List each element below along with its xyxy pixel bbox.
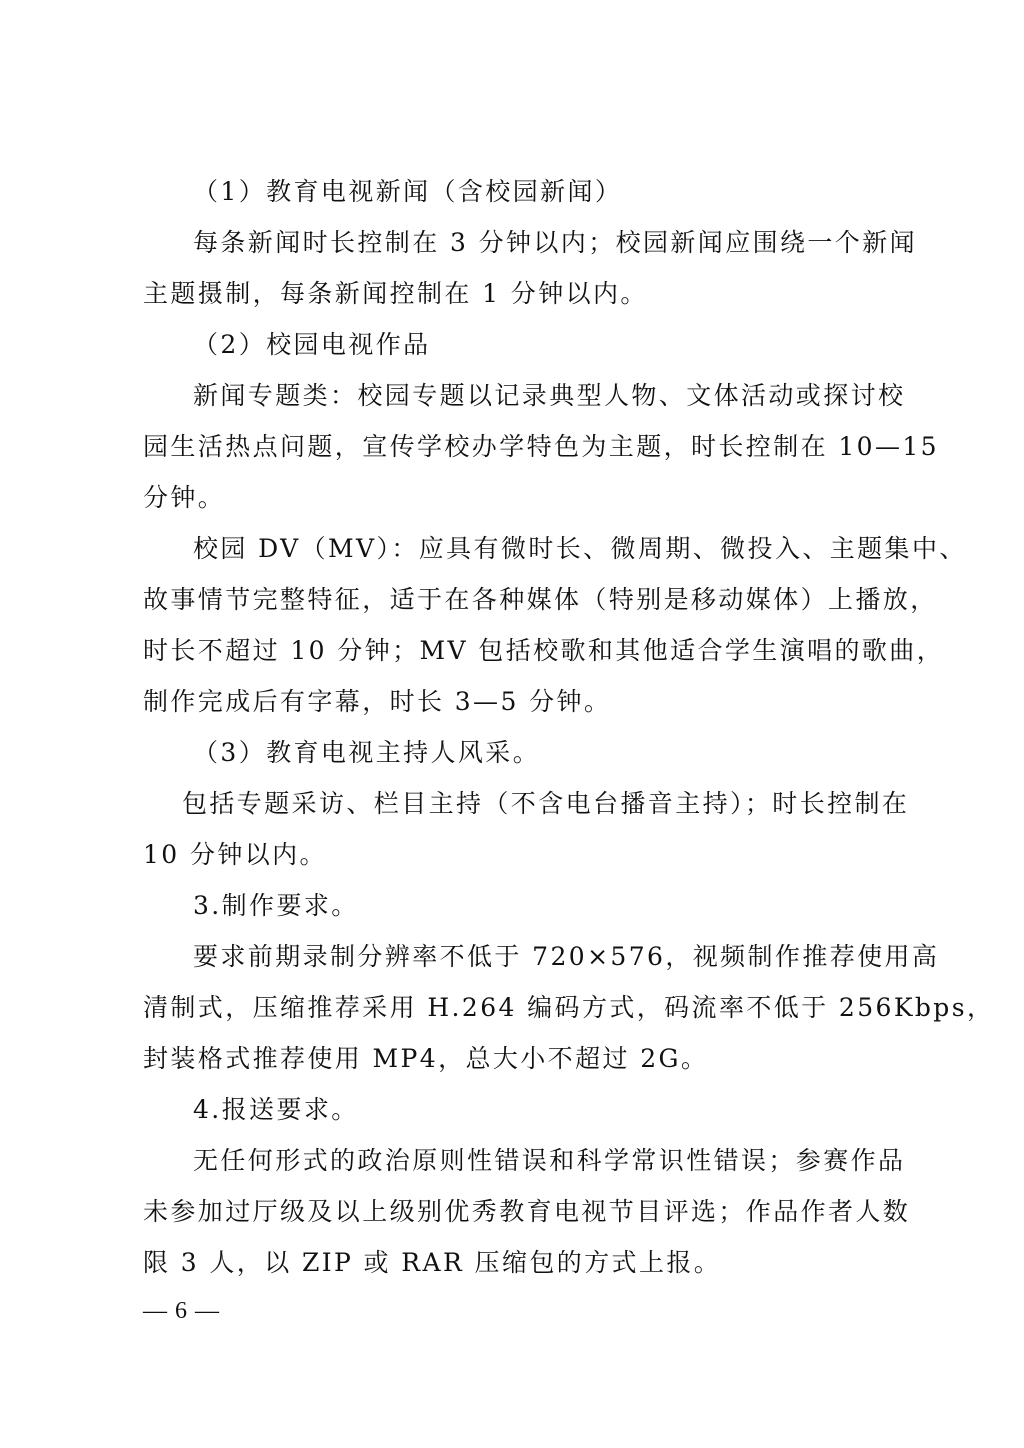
- paragraph-line: 新闻专题类：校园专题以记录典型人物、文体活动或探讨校: [193, 381, 906, 410]
- paragraph-line: 制作完成后有字幕，时长 3—5 分钟。: [143, 687, 612, 716]
- paragraph-line: 校园 DV（MV）：应具有微时长、微周期、微投入、主题集中、: [193, 534, 967, 563]
- paragraph-line: 主题摄制，每条新闻控制在 1 分钟以内。: [143, 279, 648, 308]
- paragraph-line: 要求前期录制分辨率不低于 720×576，视频制作推荐使用高: [193, 942, 940, 971]
- heading-submission-requirements: 4.报送要求。: [193, 1095, 359, 1124]
- heading-host-presence: （3）教育电视主持人风采。: [193, 738, 541, 767]
- heading-production-requirements: 3.制作要求。: [193, 891, 359, 920]
- paragraph-line: 故事情节完整特征，适于在各种媒体（特别是移动媒体）上播放，: [143, 585, 938, 614]
- heading-campus-tv-works: （2）校园电视作品: [193, 330, 431, 359]
- paragraph-line: 10 分钟以内。: [143, 840, 327, 869]
- paragraph-line: 时长不超过 10 分钟；MV 包括校歌和其他适合学生演唱的歌曲，: [143, 636, 945, 665]
- heading-education-tv-news: （1）教育电视新闻（含校园新闻）: [193, 177, 623, 206]
- paragraph-line: 无任何形式的政治原则性错误和科学常识性错误；参赛作品: [193, 1146, 906, 1175]
- paragraph-line: 限 3 人，以 ZIP 或 RAR 压缩包的方式上报。: [143, 1248, 722, 1277]
- paragraph-line: 每条新闻时长控制在 3 分钟以内；校园新闻应围绕一个新闻: [193, 228, 918, 257]
- paragraph-line: 封装格式推荐使用 MP4，总大小不超过 2G。: [143, 1044, 709, 1073]
- paragraph-line: 清制式，压缩推荐采用 H.264 编码方式，码流率不低于 256Kbps，: [143, 993, 995, 1022]
- paragraph-line: 包括专题采访、栏目主持（不含电台播音主持）；时长控制在: [182, 789, 910, 818]
- page-number: — 6 —: [143, 1298, 220, 1324]
- paragraph-line: 未参加过厅级及以上级别优秀教育电视节目评选；作品作者人数: [143, 1197, 911, 1226]
- paragraph-line: 分钟。: [143, 483, 226, 512]
- paragraph-line: 园生活热点问题，宣传学校办学特色为主题，时长控制在 10—15: [143, 432, 939, 461]
